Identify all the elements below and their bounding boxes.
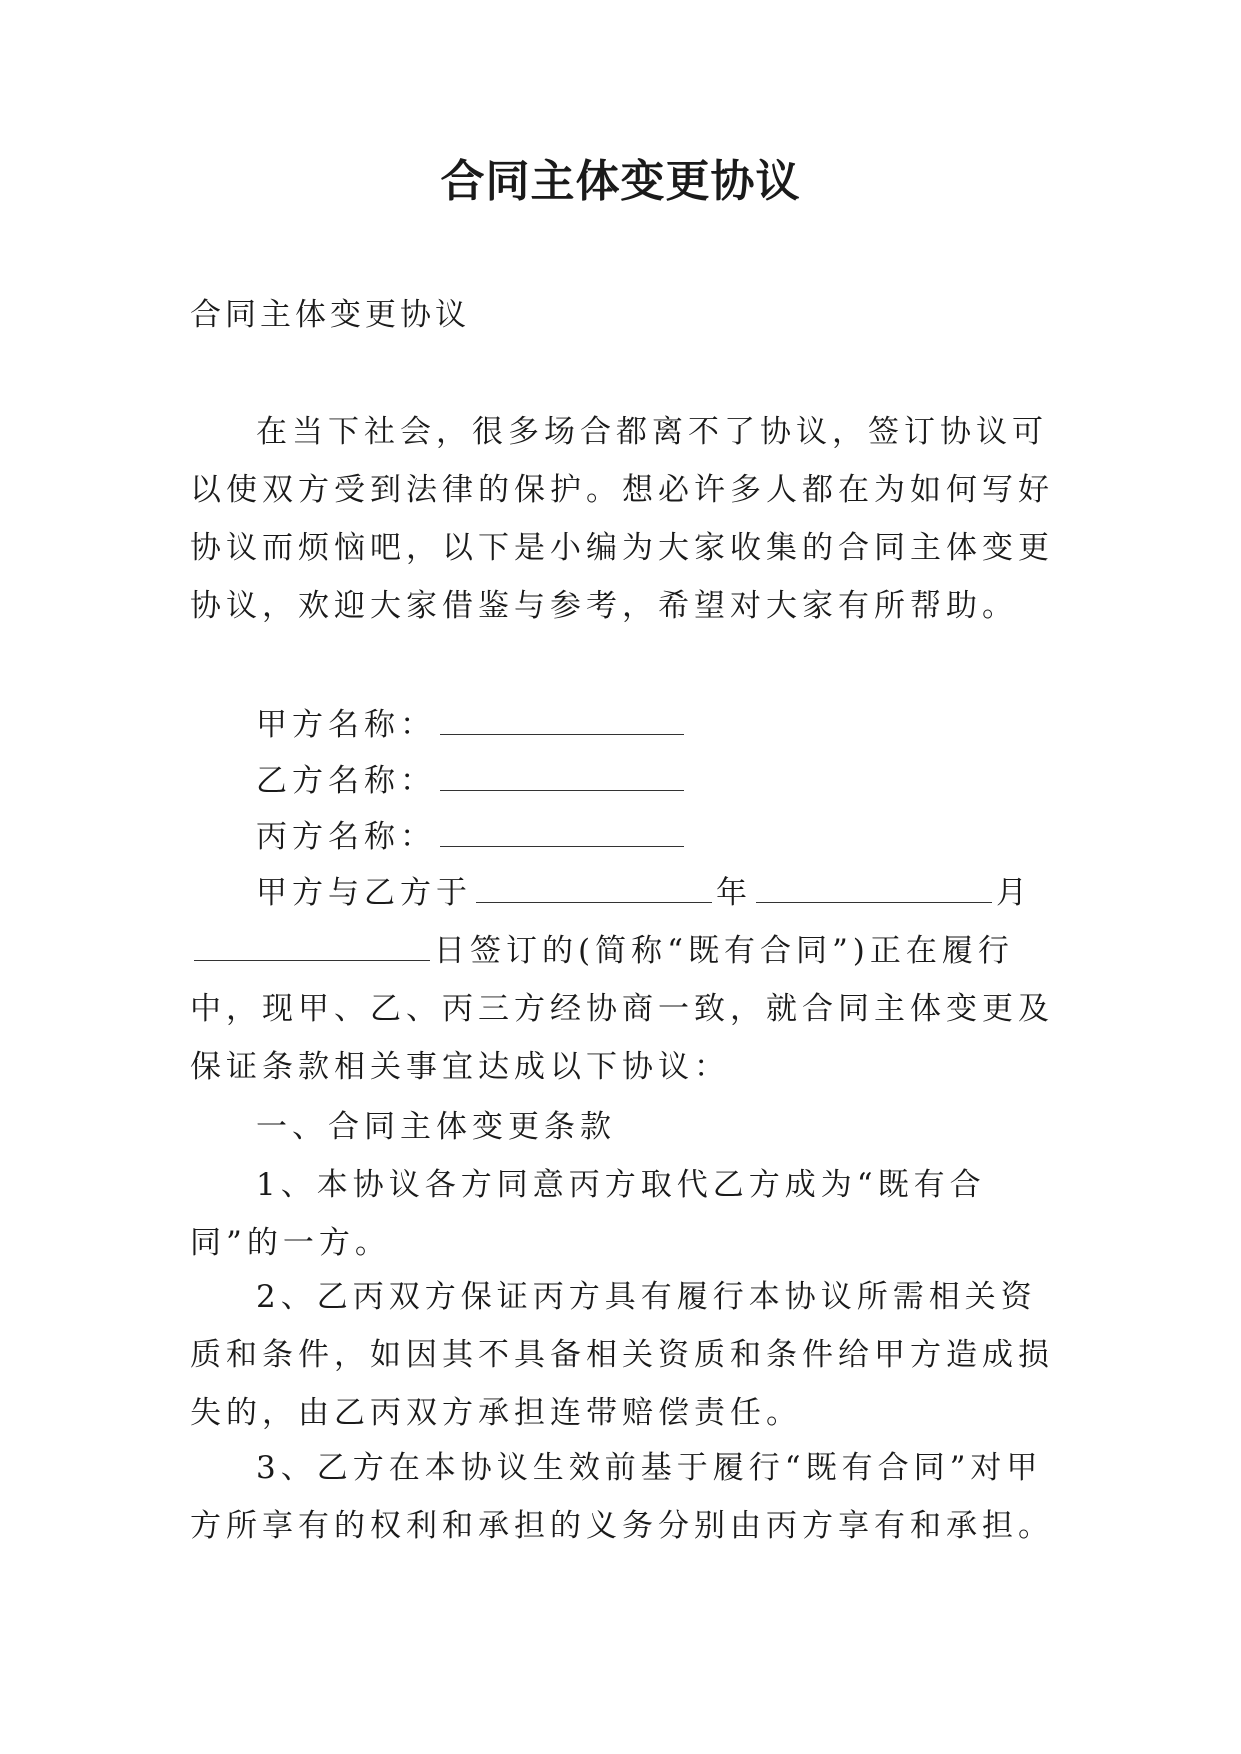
year-blank <box>476 901 712 903</box>
day-blank <box>194 959 430 961</box>
party-b-line <box>256 752 688 810</box>
party-a-label: 甲方名称： <box>256 707 436 743</box>
document-subtitle: 合同主体变更协议 <box>190 297 470 333</box>
section-heading: 一、合同主体变更条款 <box>256 1109 616 1145</box>
dates-paragraph <box>190 864 1070 1096</box>
clause-2: 2、乙丙双方保证丙方具有履行本协议所需相关资质和条件，如因其不具备相关资质和条件给甲方造成损失的，由乙丙双方承担连带赔偿责任。 <box>190 1279 1054 1431</box>
party-c-label: 丙方名称： <box>256 819 436 855</box>
party-b-label: 乙方名称： <box>256 763 436 799</box>
intro-paragraph: 在当下社会，很多场合都离不了协议，签订协议可以使双方受到法律的保护。想必许多人都在为如何写好协议而烦恼吧，以下是小编为大家收集的合同主体变更协议，欢迎大家借鉴与参考，希望对大家有所帮助。 <box>190 414 1054 624</box>
party-a-line <box>256 696 688 754</box>
party-c-blank <box>440 845 684 847</box>
dates-prefix: 甲方与乙方于 <box>256 875 472 911</box>
clause-1: 1、本协议各方同意丙方取代乙方成为“既有合同”的一方。 <box>190 1167 986 1261</box>
year-label: 年 <box>716 875 752 911</box>
clause-3: 3、乙方在本协议生效前基于履行“既有合同”对甲方所享有的权利和承担的义务分别由丙方享有和承担。 <box>190 1450 1054 1544</box>
party-c-line <box>256 808 688 866</box>
party-a-blank <box>440 733 684 735</box>
month-label: 月 <box>996 875 1032 911</box>
month-blank <box>756 901 992 903</box>
document-title: 合同主体变更协议 <box>440 156 801 207</box>
dates-rest: 日签订的(简称“既有合同”)正在履行中，现甲、乙、丙三方经协商一致，就合同主体变更及保证条款相关事宜达成以下协议： <box>190 933 1054 1085</box>
party-b-blank <box>440 789 684 791</box>
